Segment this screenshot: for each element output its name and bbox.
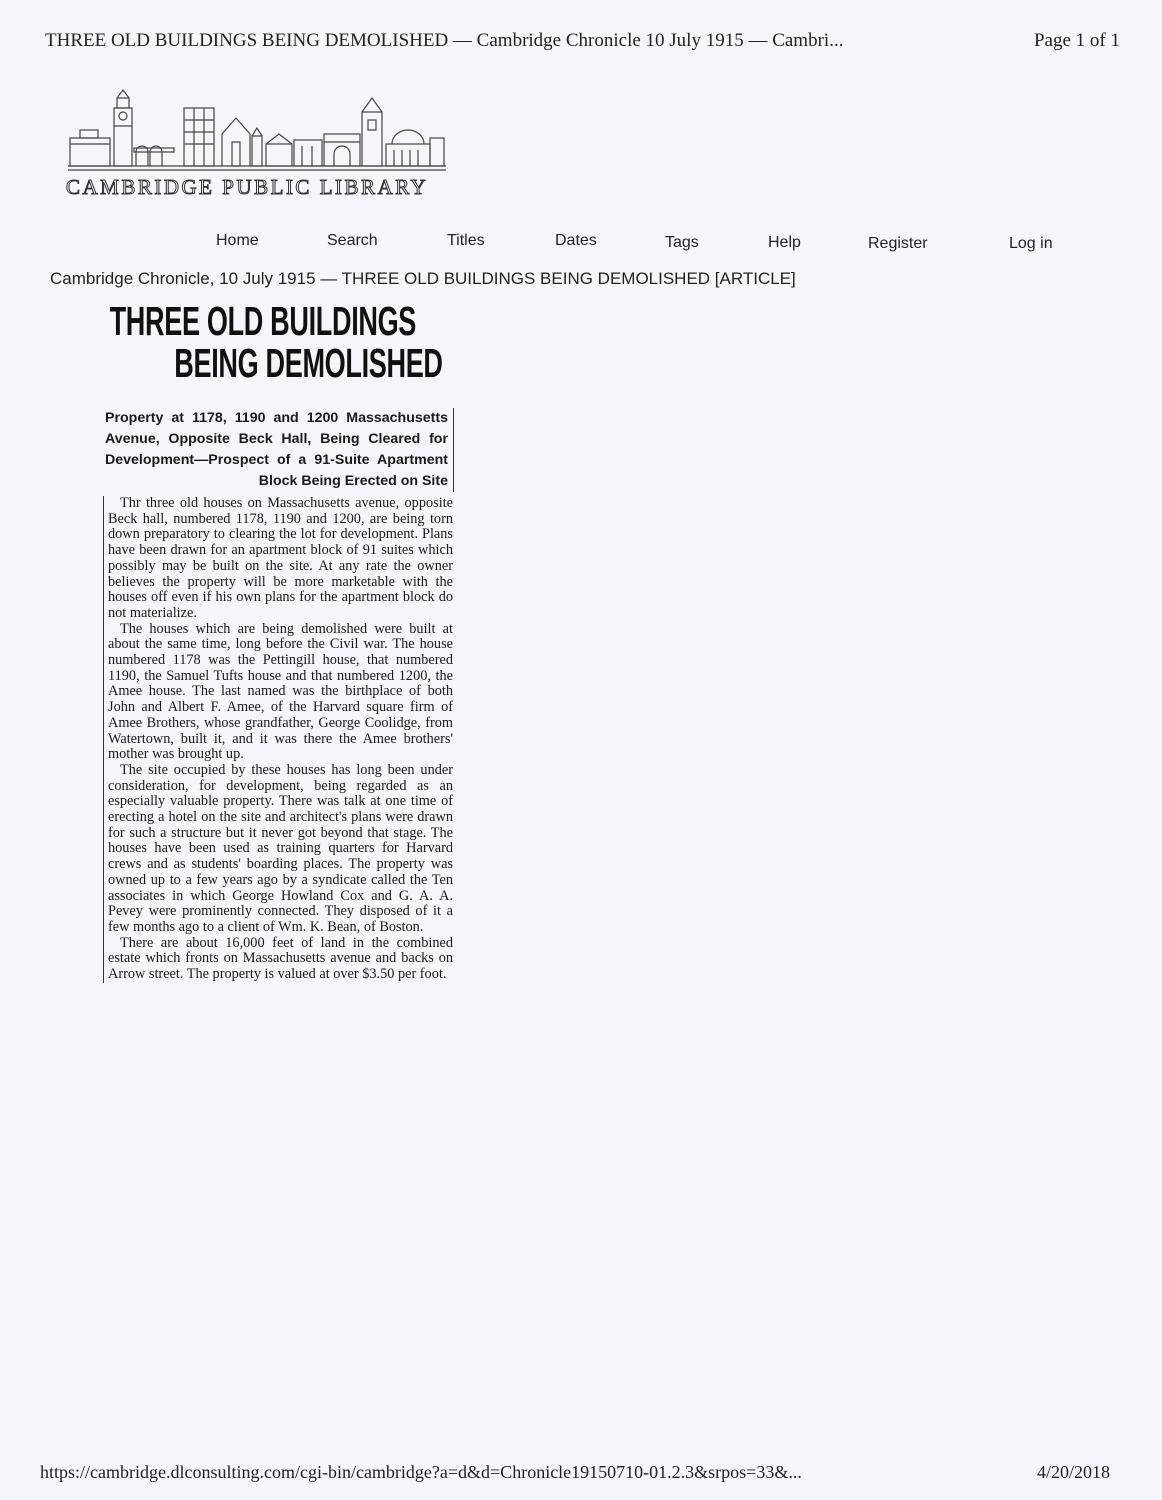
nav-home[interactable]: Home [216,232,259,249]
print-footer [40,1462,1110,1483]
page-count: Page 1 of 1 [1033,30,1120,51]
page-url: https://cambridge.dlconsulting.com/cgi-bin/cambridge?a=d&d=Chronicle19150710-01.2.3&srpos=33&... [40,1462,802,1482]
print-date: 4/20/2018 [1036,1462,1110,1482]
newspaper-clipping [103,300,460,1315]
nav-dates[interactable]: Dates [555,232,597,249]
print-header [45,30,1120,52]
library-skyline-icon [66,86,448,176]
nav-log-in[interactable]: Log in [1009,235,1053,252]
article-deck: Property at 1178, 1190 and 1200 Massachusetts Avenue, Opposite Beck Hall, Being Cleared for Development—Prospect of a 91-Suite Apartment Block Being Erected on Site [105,408,454,492]
print-title: THREE OLD BUILDINGS BEING DEMOLISHED — Cambridge Chronicle 10 July 1915 — Cambri... [45,30,844,51]
headline-line-2: BEING DEMOLISHED [174,340,443,386]
nav-help[interactable]: Help [768,234,801,251]
article-paragraph: There are about 16,000 feet of land in the combined estate which fronts on Massachusetts avenue and backs on Arrow street. The property is valued at over $3.50 per foot. [108,934,453,983]
page-title: Cambridge Chronicle, 10 July 1915 — THREE OLD BUILDINGS BEING DEMOLISHED [ARTICLE] [50,269,796,288]
nav-register[interactable]: Register [868,235,928,252]
nav-titles[interactable]: Titles [447,232,485,249]
headline-line-1: THREE OLD BUILDINGS [109,298,417,344]
article-headline [103,300,453,384]
library-logo[interactable] [66,86,448,204]
article-paragraph: Thr three old houses on Massachusetts avenue, opposite Beck hall, numbered 1178, 1190 and 1200, are being torn down preparatory to clearing the lot for development. Plans have been drawn for an apartment block of 91 suites which possibly may be built on the site. At any rate the owner believes the property will be more marketable with the houses off even if his own plans for the apartment block do not materialize. [108,495,453,621]
article-paragraph: The site occupied by these houses has long been under consideration, for development, being regarded as an especially valuable property. There was talk at one time of erecting a hotel on the site and architect's plans were drawn for such a structure but it never got beyond that stage. The houses have been used as training quarters for Harvard crews and as students' boarding places. The property was owned up to a few years ago by a syndicate called the Ten associates in which George Howland Cox and G. A. A. Pevey were prominently connected. They disposed of it a few months ago to a client of Wm. K. Bean, of Boston. [108,761,453,935]
main-nav [0,232,1162,256]
logo-text: CAMBRIDGE PUBLIC LIBRARY [66,175,429,199]
nav-search[interactable]: Search [327,232,378,249]
nav-tags[interactable]: Tags [665,234,699,251]
article-paragraph: The houses which are being demolished were built at about the same time, long before the Civil war. The house numbered 1178 was the Pettingill house, that numbered 1190, the Samuel Tufts house and that numbered 1200, the Amee house. The last named was the birthplace of both John and Albert F. Amee, of the Harvard square firm of Amee Brothers, whose grandfather, George Coolidge, from Watertown, built it, and it was there the Amee brothers' mother was brought up. [108,620,453,763]
article-body [103,496,453,983]
